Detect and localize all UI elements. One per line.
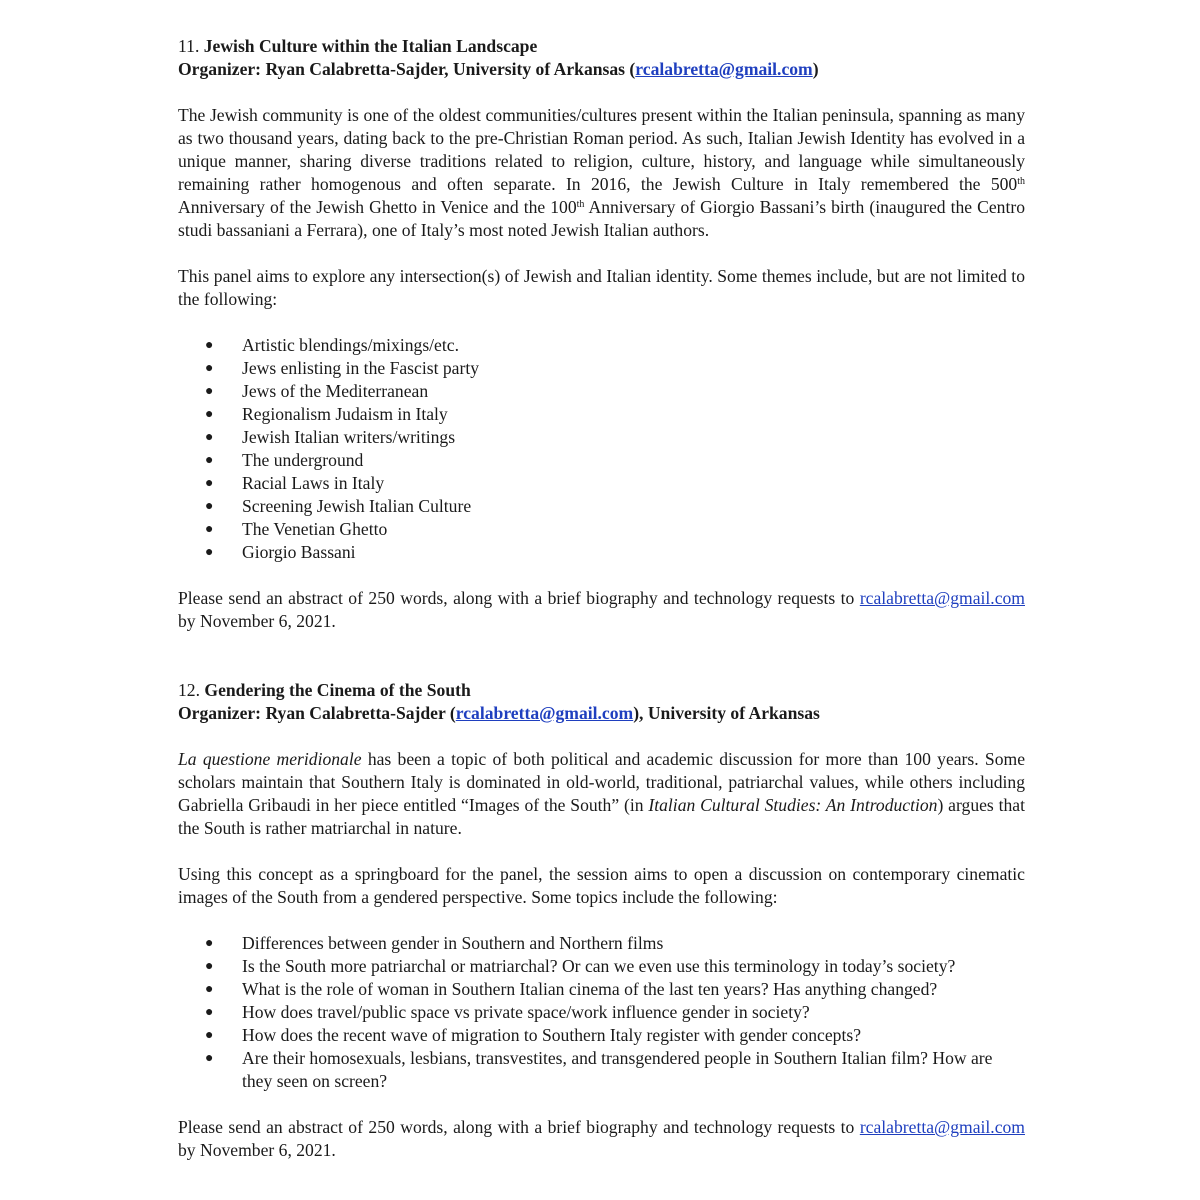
list-item <box>178 380 1025 403</box>
panel-11-aims: This panel aims to explore any intersection(s) of Jewish and Italian identity. Some themes include, but are not limited to the following: <box>178 266 1025 309</box>
panel-12-organizer <box>178 702 1025 725</box>
panel-12-submission <box>178 1116 1025 1162</box>
list-item <box>178 1001 1025 1024</box>
panel-11-title: Jewish Culture within the Italian Landscape <box>203 36 538 56</box>
list-item <box>178 449 1025 472</box>
bullet-icon: ● <box>205 338 214 353</box>
list-item-text: Is the South more patriarchal or matriarchal? Or can we even use this terminology in today’s society? <box>242 956 956 976</box>
bullet-icon: ● <box>205 936 214 951</box>
list-item <box>178 1024 1025 1047</box>
list-item-text: Are their homosexuals, lesbians, transvestites, and transgendered people in Southern Italian film? How are they seen on screen? <box>242 1048 993 1091</box>
list-item-text: The underground <box>242 450 364 470</box>
bullet-icon: ● <box>205 545 214 560</box>
bullet-icon: ● <box>205 430 214 445</box>
list-item-text: How does the recent wave of migration to Southern Italy register with gender concepts? <box>242 1025 862 1045</box>
panel-12-description-part-a: has been a topic of both political and academic discussion for more than 100 years. Some scholars maintain that Southern Italy is dominated in old-world, traditional, patriarchal values, while others including Gabriella Gribaudi in her piece entitled “Images of the South” (in <box>178 749 1025 815</box>
list-item <box>178 357 1025 380</box>
ordinal-suffix: th <box>576 199 585 210</box>
ordinal-suffix: th <box>1017 176 1025 187</box>
panel-11-description-part-b: Anniversary of the Jewish Ghetto in Venice and the 100 <box>178 197 577 217</box>
list-item-text: Jews of the Mediterranean <box>242 381 429 401</box>
list-item-text: Jews enlisting in the Fascist party <box>242 358 480 378</box>
panel-12-heading <box>178 679 1025 702</box>
bullet-icon: ● <box>205 476 214 491</box>
list-item-text: Racial Laws in Italy <box>242 473 385 493</box>
panel-11 <box>178 35 1025 633</box>
panel-11-organizer-email-link[interactable]: rcalabretta@gmail.com <box>635 59 813 79</box>
panel-11-submission <box>178 587 1025 633</box>
panel-11-description <box>178 104 1025 242</box>
panel-11-number: 11. <box>178 36 200 56</box>
bullet-icon: ● <box>205 959 214 974</box>
panel-12-number: 12. <box>178 680 200 700</box>
list-item <box>178 932 1025 955</box>
panel-12-description-part-b: ) argues that the South is rather matriarchal in nature. <box>178 795 1025 838</box>
panel-12-deadline: by November 6, 2021. <box>178 1140 336 1160</box>
italic-book-title: Italian Cultural Studies: An Introduction <box>648 795 938 815</box>
panel-12-description <box>178 748 1025 840</box>
bullet-icon: ● <box>205 1028 214 1043</box>
list-item <box>178 1047 1025 1093</box>
bullet-icon: ● <box>205 982 214 997</box>
list-item <box>178 518 1025 541</box>
panel-12-organizer-text: Organizer: Ryan Calabretta-Sajder ( <box>178 703 456 723</box>
list-item-text: Screening Jewish Italian Culture <box>242 496 472 516</box>
list-item <box>178 472 1025 495</box>
bullet-icon: ● <box>205 499 214 514</box>
bullet-icon: ● <box>205 1051 214 1066</box>
panel-12-submission-text: Please send an abstract of 250 words, along with a brief biography and technology requests to <box>178 1117 860 1137</box>
bullet-icon: ● <box>205 384 214 399</box>
list-item-text: Regionalism Judaism in Italy <box>242 404 448 424</box>
list-item-text: How does travel/public space vs private space/work influence gender in society? <box>242 1002 810 1022</box>
list-item <box>178 426 1025 449</box>
panel-11-description-part-c: Anniversary of Giorgio Bassani’s birth (inaugured the Centro studi bassaniani a Ferrara), one of Italy’s most noted Jewish Italian authors. <box>178 197 1025 240</box>
panel-11-organizer-text: Organizer: Ryan Calabretta-Sajder, University of Arkansas ( <box>178 59 636 79</box>
panel-11-organizer-close: ) <box>812 59 819 79</box>
panel-11-heading <box>178 35 1025 58</box>
panel-12-organizer-affiliation: ), University of Arkansas <box>633 703 820 723</box>
panel-11-deadline: by November 6, 2021. <box>178 611 336 631</box>
list-item <box>178 955 1025 978</box>
panel-12-title: Gendering the Cinema of the South <box>204 680 471 700</box>
document-page <box>178 35 1025 1162</box>
panel-12-organizer-email-link[interactable]: rcalabretta@gmail.com <box>455 703 634 723</box>
list-item <box>178 978 1025 1001</box>
list-item-text: Artistic blendings/mixings/etc. <box>242 335 459 355</box>
list-item <box>178 495 1025 518</box>
list-item-text: The Venetian Ghetto <box>242 519 388 539</box>
panel-12-aims: Using this concept as a springboard for the panel, the session aims to open a discussion on contemporary cinematic images of the South from a gendered perspective. Some topics include the following: <box>178 864 1025 907</box>
panel-12 <box>178 679 1025 1162</box>
bullet-icon: ● <box>205 1005 214 1020</box>
bullet-icon: ● <box>205 361 214 376</box>
bullet-icon: ● <box>205 407 214 422</box>
italic-phrase: La questione meridionale <box>178 749 362 769</box>
list-item-text: Differences between gender in Southern and Northern films <box>242 933 664 953</box>
panel-12-topics-list <box>178 932 1025 1093</box>
list-item <box>178 403 1025 426</box>
list-item <box>178 541 1025 564</box>
list-item-text: Giorgio Bassani <box>242 542 356 562</box>
panel-11-submission-email-link[interactable]: rcalabretta@gmail.com <box>859 588 1025 608</box>
bullet-icon: ● <box>205 453 214 468</box>
bullet-icon: ● <box>205 522 214 537</box>
list-item <box>178 334 1025 357</box>
panel-11-description-part-a: The Jewish community is one of the oldest communities/cultures present within the Italian peninsula, spanning as many as two thousand years, dating back to the pre-Christian Roman period. As such, Italian Jewish Identity has evolved in a unique manner, sharing diverse traditions related to religion, culture, history, and language while simultaneously remaining rather homogenous and often separate. In 2016, the Jewish Culture in Italy remembered the 500 <box>178 105 1025 194</box>
panel-11-submission-text: Please send an abstract of 250 words, along with a brief biography and technology requests to <box>178 588 860 608</box>
list-item-text: What is the role of woman in Southern Italian cinema of the last ten years? Has anything changed? <box>242 979 938 999</box>
panel-12-submission-email-link[interactable]: rcalabretta@gmail.com <box>859 1117 1025 1137</box>
list-item-text: Jewish Italian writers/writings <box>242 427 456 447</box>
panel-11-themes-list <box>178 334 1025 564</box>
panel-11-organizer <box>178 58 1025 81</box>
